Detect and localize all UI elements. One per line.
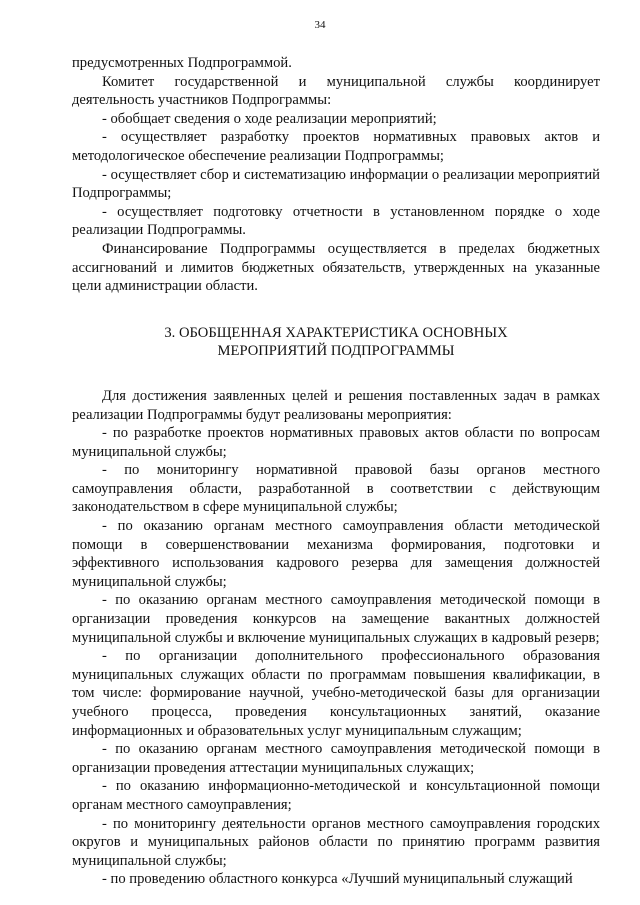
document-body: [72, 54, 600, 889]
page-number: 34: [314, 19, 326, 31]
list-item: - осуществляет подготовку отчетности в установленном порядке о ходе реализации Подпрограммы.: [72, 203, 600, 239]
list-item: - по мониторингу деятельности органов местного самоуправления городских округов и муниципальных районов области по принятию программ развития муниципальной службы;: [72, 815, 600, 869]
list-item: - по мониторингу нормативной правовой базы органов местного самоуправления области, разработанной в соответствии с действующим законодательством в сфере муниципальной службы;: [72, 462, 600, 516]
section-heading: [72, 324, 600, 361]
list-item: - по оказанию органам местного самоуправления области методической помощи в совершенствовании механизма формирования, подготовки и эффективного использования кадрового резерва для замещения должностей муниципальной службы;: [72, 518, 600, 590]
list-item: - по оказанию органам местного самоуправления методической помощи в организации проведения аттестации муниципальных служащих;: [72, 741, 600, 776]
list-item: - по проведению областного конкурса «Лучший муниципальный служащий: [102, 871, 573, 888]
section-heading-line: МЕРОПРИЯТИЙ ПОДПРОГРАММЫ: [217, 343, 455, 360]
list-item: - обобщает сведения о ходе реализации мероприятий;: [102, 110, 437, 127]
paragraph-intro: Для достижения заявленных целей и решения поставленных задач в рамках реализации Подпрограммы будут реализованы мероприятия:: [72, 387, 600, 423]
paragraph-continuation: предусмотренных Подпрограммой.: [72, 55, 292, 71]
list-item: - по организации дополнительного профессионального образования муниципальных служащих области по программам повышения квалификации, в том числе: формирование научной, учебно-методической базы для организации учебного процесса, проведения консультационных занятий, оказание информационных и образовательных услуг муниципальным служащим;: [72, 648, 600, 739]
list-item: - по оказанию информационно-методической и консультационной помощи органам местного самоуправления;: [72, 778, 600, 813]
list-item: - по оказанию органам местного самоуправления методической помощи в организации проведения конкурсов на замещение вакантных должностей муниципальной службы и включение муниципальных служащих в кадровый резерв;: [72, 592, 600, 646]
list-item: - по разработке проектов нормативных правовых актов области по вопросам муниципальной службы;: [72, 425, 600, 460]
paragraph-financing: Финансирование Подпрограммы осуществляется в пределах бюджетных ассигнований и лимитов бюджетных обязательств, утвержденных на указанные цели администрации области.: [72, 240, 600, 295]
section-heading-line: 3. ОБОБЩЕННАЯ ХАРАКТЕРИСТИКА ОСНОВНЫХ: [164, 324, 508, 341]
list-item: - осуществляет разработку проектов нормативных правовых актов и методологическое обеспечение реализации Подпрограммы;: [72, 129, 600, 164]
list-item: - осуществляет сбор и систематизацию информации о реализации мероприятий Подпрограммы;: [72, 166, 600, 202]
paragraph-committee: Комитет государственной и муниципальной службы координирует деятельность участников Подпрограммы:: [72, 73, 600, 109]
